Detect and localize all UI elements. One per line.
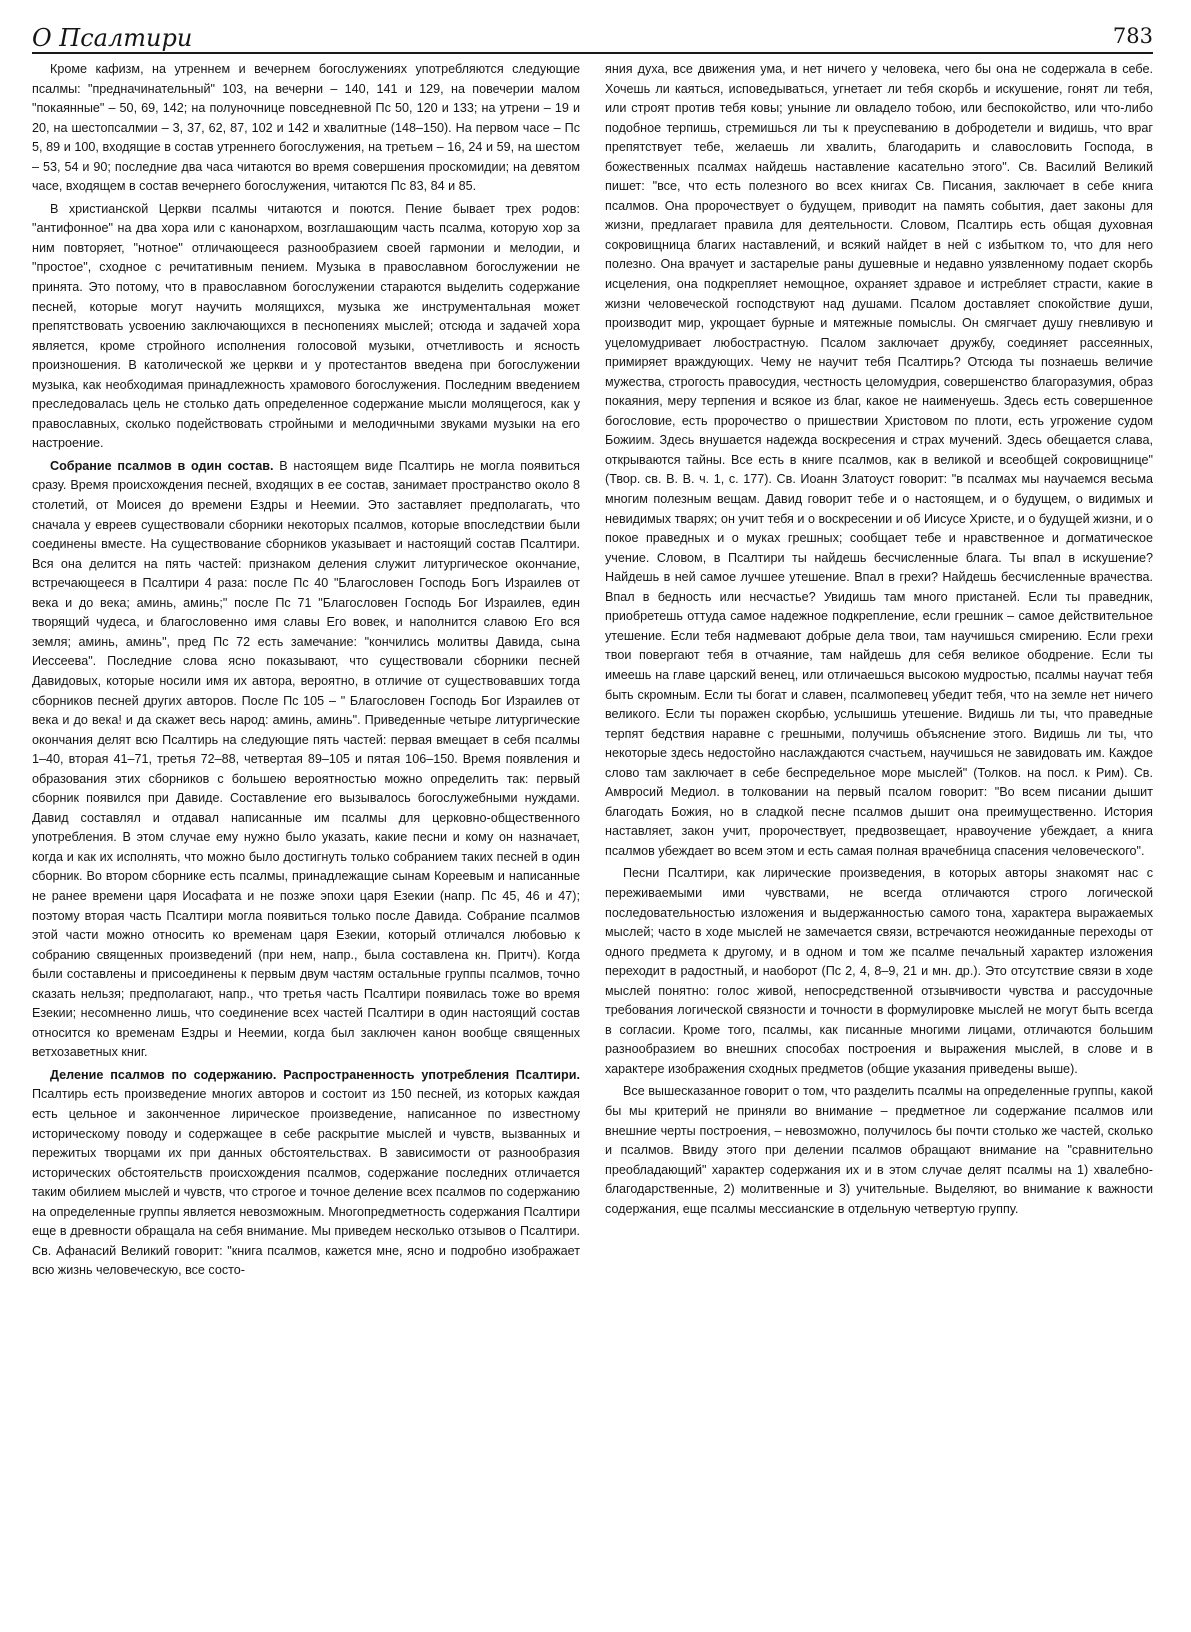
paragraph-text: Песни Псалтири, как лирические произведения, в которых авторы знакомят нас с переживаемыми ими чувствами, не всегда отличаются строго логической последовательностью изложения и выдержанностью самого тона, характера выражаемых мыслей; часто в ходе мыслей не замечается связи, встречаются неожиданные переходы от одного предмета к другому, и в одном и том же псалме печальный характер изложения переходит в радостный, и наоборот (Пс 2, 4, 8–9, 21 и мн. др.). Это отсутствие связи в ходе мыслей понятно: голос живой, непосредственной отзывчивости чувства и рассудочные требования логической связности и точности в формулировке мыслей не могут быть всегда в согласии. Кроме того, псалмы, как писанные многими лицами, отличаются большим разнообразием во внешних способах построения и выражения мыслей, в слове и в характере изображения сходных предметов (общие указания приведены выше).: [605, 866, 1153, 1076]
paragraph-text: В настоящем виде Псалтирь не могла появиться сразу. Время происхождения песней, входящих в ее состав, занимает пространство около 8 столетий, от Моисея до времени Ездры и Неемии. Это заставляет предполагать, что сначала у евреев существовали сборники некоторых псалмов, которые впоследствии были соединены вместе. На существование сборников указывает и настоящий состав Псалтири. Вся она делится на пять частей: признаком деления служит литургическое окончание, встречающееся в Псалтири 4 раза: после Пс 40 "Благословен Господь Богъ Израилев от века и до века; аминь, аминь;" после Пс 71 "Благословен Господь Бог Израилев, един творящий чудеса, и благословенно имя славы Его вовек, и наполнится славою Его вся земля; аминь, аминь", пред Пс 72 есть замечание: "кончились молитвы Давида, сына Иессеева". Последние слова ясно показывают, что существовали сборники песней Давидовых, которые носили имя их автора, вероятно, в отличие от существовавших тогда сборников песней других авторов. После Пс 105 – " Благословен Господь Бог Израилев от века и до века! и да скажет весь народ: аминь, аминь". Приведенные четыре литургические окончания делят всю Псалтирь на следующие пять частей: первая вмещает в себя псалмы 1–40, вторая 41–71, третья 72–88, четвертая 89–105 и пятая 106–150. Время появления и образования этих сборников с большею вероятностью можно определить так: первый сборник появился при Давиде. Составление его вызывалось богослужебными нуждами. Давид составлял и отдавал написанные им псалмы для церковно-общественного употребления. В этом случае ему нужно было указать, какие песни и кому он назначает, когда и как их исполнять, что можно было достигнуть только собранием таких песней в один сборник. Во втором сборнике есть псалмы, принадлежащие сынам Кореевым и написанные не ранее времени царя Иосафата и не позже эпохи царя Езекии (напр. Пс 45, 46 и 47); поэтому вторая часть Псалтири могла появиться только после Давида. Собрание псалмов этой части можно относить ко временам царя Езекии, который отличался любовью к собранию священных произведений (при нем, напр., была составлена кн. Притч). Когда были составлены и присоединены к первым двум частям остальные группы псалмов, точно сказать нельзя; предполагают, напр., что третья часть Псалтири появилась тоже во время Езекии; несомненно лишь, что соединение всех частей Псалтири в один настоящий состав относится ко временам Ездры и Неемии, когда был заключен канон вообще священных ветхозаветных книг.: [32, 458, 581, 1060]
paragraph: [32, 200, 580, 454]
paragraph: [605, 60, 1153, 861]
section-heading: Собрание псалмов в один состав.: [50, 458, 274, 473]
right-column: [605, 60, 1153, 1284]
paragraph: [605, 864, 1153, 1079]
paragraph: [32, 60, 580, 197]
section-heading: Деление псалмов по содержанию. Распространенность употребления Псалтири.: [50, 1067, 580, 1082]
page-number: 783: [1112, 24, 1153, 48]
text-columns: [32, 60, 1153, 1284]
paragraph-text: Все вышесказанное говорит о том, что разделить псалмы на определенные группы, какой бы мы критерий не приняли во внимание – предметное ли содержание псалмов или внешние черты построения, – невозможно, получилось бы почти столько же частей, сколько и псалмов. Ввиду этого при делении псалмов обращают внимание на "сравнительно преобладающий" характер содержания их и в этом случае делят псалмы на 1) хвалебно-благодарственные, 2) молитвенные и 3) учительные. Выделяют, во внимание к важности содержания, еще псалмы мессианские в отдельную четвертую группу.: [605, 1084, 1153, 1216]
paragraph: [605, 1082, 1153, 1219]
running-header: [32, 18, 1153, 54]
paragraph: [32, 457, 580, 1063]
paragraph-text: В христианской Церкви псалмы читаются и поются. Пение бывает трех родов: "антифонное" на два хора или с канонархом, возглашающим часть псалма, которую хор за ним повторяет, "нотное" отличающееся разнообразием своей гармонии и мелодии, и "простое", сходное с речитативным пением. Музыка в православном богослужении не принята. Это потому, что в православном богослужении стараются выделить содержание песней, которые могут научить молящихся, музыка же инструментальная может препятствовать усвоению заключающихся в песнопениях мыслей; отсюда и задачей хора является, кроме стройного исполнения голосовой музыки, отчетливость и ясность произношения. В католической же церкви и у протестантов введена при богослужении музыка, как необходимая принадлежность храмового богослужения. Последним введением преследовалась цель не столько дать определенное содержание мысли молящегося, как у православных, сколько подействовать стройными и мелодичными звуками музыки на его настроение.: [32, 201, 580, 451]
running-title: О Псалтири: [32, 24, 193, 52]
paragraph-text: яния духа, все движения ума, и нет ничего у человека, чего бы она не содержала в себе. Хочешь ли каяться, исповедываться, угнетает ли тебя скорбь и искушение, гонят ли тебя, или строят против тебя ковы; уныние ли овладело тобою, или беспокойство, или что-либо подобное терпишь, стремишься ли ты к преуспеванию в добродетели и видишь, что враг препятствует тебе, желаешь ли хвалить, благодарить и славословить Господа, в божественных псалмах найдешь наставление касательно этого". Св. Василий Великий пишет: "все, что есть полезного во всех книгах Св. Писания, заключает в себе книга псалмов. Она пророчествует о будущем, приводит на память события, дает законы для жизни, предлагает правила для деятельности. Словом, Псалтирь есть общая духовная сокровищница благих наставлений, и всякий найдет в ней с избытком то, что для него полезно. Она врачует и застарелые раны душевные и недавно уязвленному подает скорбь исцеления, она подкрепляет немощное, охраняет здравое и истребляет страсти, какие в жизни человеческой господствуют над душами. Псалом доставляет спокойствие души, производит мир, укрощает бурные и мятежные помыслы. Он смягчает душу гневливую и уцеломудривает любострастную. Псалом заключает дружбу, соединяет рассеянных, примиряет враждующих. Чему не научит тебя Псалтирь? Отсюда ты познаешь величие мужества, строгость правосудия, честность целомудрия, совершенство благоразумия, образ покаяния, меру терпения и всякое из благ, какое не наименуешь. Здесь есть совершенное богословие, есть пророчество о пришествии Христовом по плоти, есть угрожение судом Божиим. Здесь внушается надежда воскресения и страх мучений. Здесь обещается слава, открываются тайны. Все есть в книге псалмов, как в великой и всеобщей сокровищнице" (Твор. св. В. В. ч. 1, с. 177). Св. Иоанн Златоуст говорит: "в псалмах мы научаемся весьма многим полезным вещам. Давид говорит тебе и о настоящем, и о будущем, о видимых и невидимых тварях; он учит тебя и о воскресении и об Иисусе Христе, и о будущей жизни, и о покое праведных и о муках грешных; сообщает тебе и нравственное и догматическое учение. Словом, в Псалтири ты найдешь бесчисленные блага. Ты впал в искушение? Найдешь в ней самое лучшее утешение. Впал в грехи? Найдешь бесчисленные врачества. Впал в бедность или несчастье? Увидишь там много пристаней. Если ты праведник, приобретешь оттуда самое надежное подкрепление, если грешник – самое действительное утешение. Если тебя надмевают добрые дела твои, там научишься смирению. Если грехи твои повергают тебя в отчаяние, там найдешь для себя великое ободрение. Если ты имеешь на главе царский венец, или отличаешься высокою мудростью, псалмы научат тебя быть скромным. Если ты богат и славен, псалмопевец убедит тебя, что на земле нет ничего великого. Если ты поражен скорбью, услышишь утешение. Видишь ли ты, что праведные терпят бедствия наравне с грешными, получишь объяснение этого. Видишь ли ты, что некоторые здесь недостойно наслаждаются счастьем, научишься не завидовать им. Каждое слово там заключает в себе беспредельное море мыслей" (Толков. на посл. к Рим). Св. Амвросий Медиол. в толковании на первый псалом говорит: "Во всем писании дышит благодать Божия, но в сладкой песне псалмов дышит она преимущественно. История наставляет, закон учит, пророчествует, предвозвещает, нравоучение убеждает, а книга псалмов убеждает во всем этом и есть самая полная врачебница спасения человеческого".: [605, 62, 1153, 858]
paragraph: [32, 1066, 580, 1281]
paragraph-text: Кроме кафизм, на утреннем и вечернем богослужениях употребляются следующие псалмы: "предначинательный" 103, на вечерни – 140, 141 и 129, на повечерии малом "покаянные" – 50, 69, 142; на полуночнице повседневной Пс 50, 120 и 133; на утрени – 19 и 20, на шестопсалмии – 3, 37, 62, 87, 102 и 142 и хвалитные (148–150). На первом часе – Пс 5, 89 и 100, входящие в состав утреннего богослужения, на третьем – 16, 24 и 59, на шестом – 53, 54 и 90; последние два часа читаются во время совершения проскомидии; на девятом часе, входящем в состав вечернего богослужения, читаются Пс 83, 84 и 85.: [32, 62, 580, 194]
left-column: [32, 60, 580, 1284]
paragraph-text: Псалтирь есть произведение многих авторов и состоит из 150 песней, из которых каждая есть цельное и законченное лирическое произведение, написанное по известному историческому поводу и содержащее в себе раскрытие мыслей и чувств, вызванных и пережитых творцами их при данных обстоятельствах. В зависимости от разнообразия исторических обстоятельств происхождения псалмов, содержание последних отличается таким обилием мыслей и чувств, что строгое и точное деление всех псалмов по содержанию на определенные группы является невозможным. Многопредметность содержания Псалтири еще в древности обращала на себя внимание. Мы приведем несколько отзывов о Псалтири. Св. Афанасий Великий говорит: "книга псалмов, кажется мне, ясно и подробно изображает всю жизнь человеческую, все состо-: [32, 1087, 580, 1278]
